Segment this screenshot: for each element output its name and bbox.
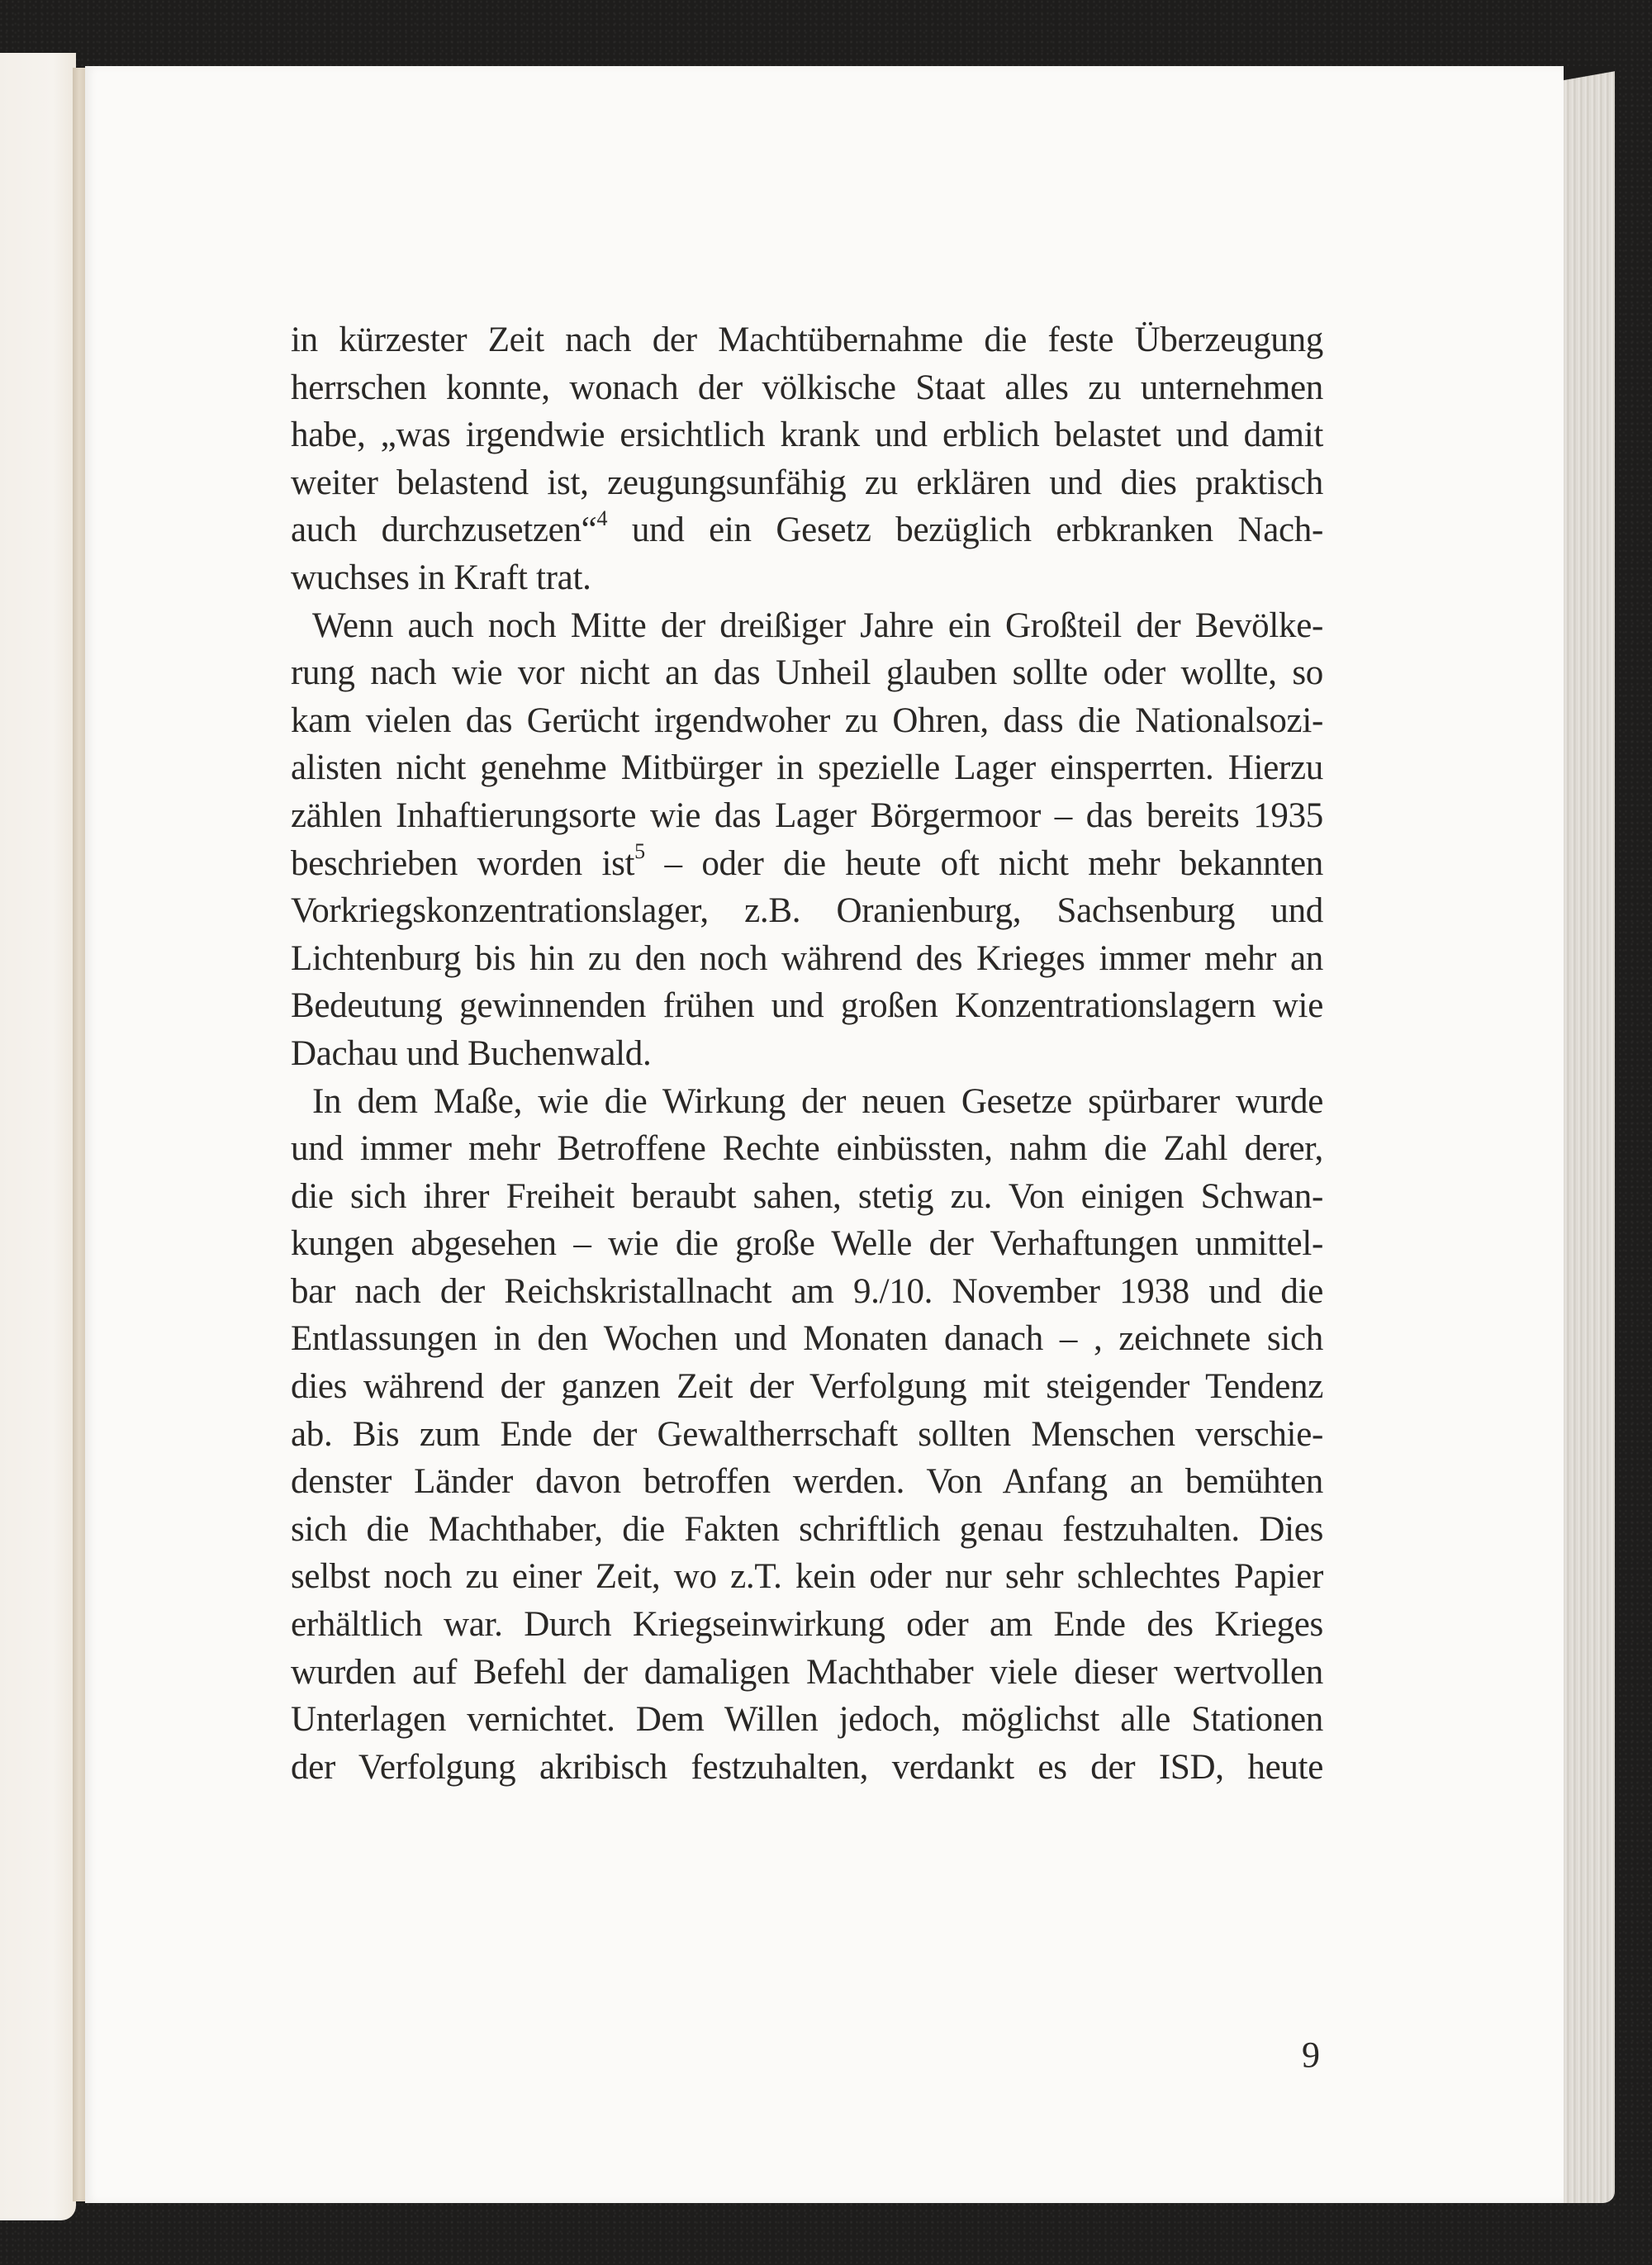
text-line: alisten nicht genehme Mitbürger in spezielle Lager einsperrten. Hierzu [291, 748, 1323, 788]
text-fragment: und ein Gesetz bezüglich erbkranken Nach- [607, 510, 1324, 550]
text-line: denster Länder davon betroffen werden. Von Anfang an bemühten [291, 1462, 1323, 1502]
page-stack-corner [1564, 66, 1615, 86]
text-line: der Verfolgung akribisch festzuhalten, verdankt es der ISD, heute [291, 1747, 1323, 1787]
text-line: Unterlagen vernichtet. Dem Willen jedoch, möglichst alle Stationen [291, 1700, 1323, 1740]
text-line: die sich ihrer Freiheit beraubt sahen, stetig zu. Von einigen Schwan- [291, 1176, 1323, 1216]
text-line: kam vielen das Gerücht irgendwoher zu Ohren, dass die Nationalsozi- [291, 700, 1323, 740]
text-line: und immer mehr Betroffene Rechte einbüssten, nahm die Zahl derer, [291, 1129, 1323, 1169]
book-gutter [73, 68, 86, 2201]
text-line: herrschen konnte, wonach der völkische Staat alles zu unternehmen [291, 368, 1323, 407]
text-line: In dem Maße, wie die Wirkung der neuen Gesetze spürbarer wurde [312, 1081, 1323, 1121]
text-line: kungen abgesehen – wie die große Welle der Verhaftungen unmittel- [291, 1224, 1323, 1264]
text-line: sich die Machthaber, die Fakten schriftlich genau festzuhalten. Dies [291, 1509, 1323, 1549]
text-line: bar nach der Reichskristallnacht am 9./10. November 1938 und die [291, 1271, 1323, 1311]
text-line: ab. Bis zum Ende der Gewaltherrschaft sollten Menschen verschie- [291, 1414, 1323, 1454]
facing-page-edge [0, 53, 76, 2220]
text-line: wuchses in Kraft trat. [291, 558, 591, 597]
text-line: Vorkriegskonzentrationslager, z.B. Oranienburg, Sachsenburg und [291, 891, 1323, 931]
text-fragment: beschrieben worden ist [291, 843, 635, 883]
text-line: Dachau und Buchenwald. [291, 1033, 652, 1073]
body-text [291, 316, 1323, 1791]
text-fragment: – oder die heute oft nicht mehr bekannten [644, 843, 1323, 883]
text-line: rung nach wie vor nicht an das Unheil glauben sollte oder wollte, so [291, 653, 1323, 693]
footnote-marker: 4 [596, 506, 608, 531]
text-line: weiter belastend ist, zeugungsunfähig zu erklären und dies praktisch [291, 463, 1323, 502]
footnote-marker: 5 [634, 839, 645, 864]
text-line [291, 840, 1323, 888]
page-stack-edge [1564, 66, 1615, 2203]
text-line: habe, „was irgendwie ersichtlich krank und erblich belastet und damit [291, 415, 1323, 455]
text-line: Entlassungen in den Wochen und Monaten danach – , zeichnete sich [291, 1319, 1323, 1359]
text-line: selbst noch zu einer Zeit, wo z.T. kein oder nur sehr schlechtes Papier [291, 1557, 1323, 1597]
text-line: erhältlich war. Durch Kriegseinwirkung oder am Ende des Krieges [291, 1605, 1323, 1645]
text-line: Lichtenburg bis hin zu den noch während des Krieges immer mehr an [291, 938, 1323, 978]
page-number: 9 [1302, 2035, 1320, 2075]
text-line: dies während der ganzen Zeit der Verfolgung mit steigender Tendenz [291, 1367, 1323, 1407]
text-line: Wenn auch noch Mitte der dreißiger Jahre ein Großteil der Bevölke- [312, 605, 1323, 645]
text-line [291, 506, 1323, 554]
text-fragment: auch durchzusetzen“ [291, 510, 597, 550]
text-line: wurden auf Befehl der damaligen Machthaber viele dieser wertvollen [291, 1652, 1323, 1692]
text-line: in kürzester Zeit nach der Machtübernahme die feste Überzeugung [291, 321, 1323, 359]
text-line: Bedeutung gewinnenden frühen und großen Konzentrationslagern wie [291, 986, 1323, 1026]
text-line: zählen Inhaftierungsorte wie das Lager Börgermoor – das bereits 1935 [291, 795, 1323, 835]
